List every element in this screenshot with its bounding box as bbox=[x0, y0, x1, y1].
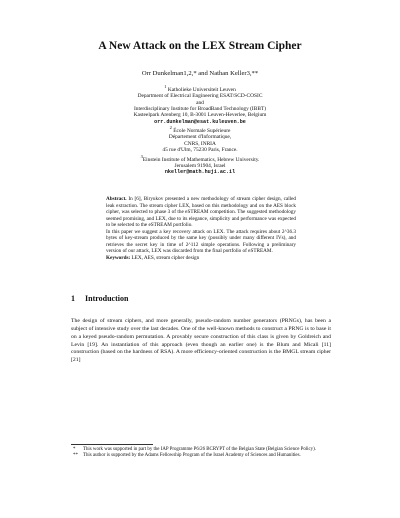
footnote-2: ** This author is supported by the Adams Fellowship Program of the Israel Academy of Sciences and Humanities. bbox=[73, 453, 301, 459]
affiliation-1-address: Kasteelpark Arenberg 10, B-3001 Leuven-Heverlee, Belgium bbox=[133, 112, 267, 119]
keywords bbox=[106, 255, 296, 262]
section-number: 1 bbox=[71, 294, 75, 303]
introduction-text bbox=[71, 318, 331, 365]
author-line: Orr Dunkelman1,2,* and Nathan Keller3,** bbox=[141, 70, 259, 77]
abstract bbox=[106, 196, 296, 261]
affiliation-2-mark: 2 bbox=[169, 125, 172, 131]
affiliation-3-email[interactable]: nkeller@math.huji.ac.il bbox=[164, 169, 236, 176]
keywords-text: LEX, AES, stream cipher design bbox=[131, 254, 200, 261]
affiliation-1-and: and bbox=[196, 99, 204, 106]
affiliation-3-institution: $^3$Einstein Institute of Mathematics, Hebrew University. bbox=[140, 153, 260, 163]
affiliation-3-mark: 3 bbox=[140, 153, 143, 159]
footnote-1: * This work was supported in part by the IAP Programme P6/26 BCRYPT of the Belgian State (Belgian Science Policy). bbox=[73, 447, 316, 452]
keywords-label: Keywords: bbox=[106, 254, 131, 261]
affiliation-1-department: Department of Electrical Engineering ESAT/SCD-COSIC bbox=[137, 93, 263, 100]
introduction-paragraph-1: The design of stream ciphers, and more generally, pseudo-random number generators (PRNGs), has been a subject of intensive study over the last decades. One of the well-known methods to construct a PRNG is to base it on a keyed pseudo-random permutation. A provably secure construction of this class is given by Goldreich and Levin [19]. An instantiation of this approach (even though an earlier one) is the Blum and Micali [11] construction (based on the hardness of RSA). A more efficiency-oriented construction is the BMGL stream cipher [21] bbox=[71, 318, 331, 364]
footnote-2-mark: ** bbox=[73, 453, 78, 459]
affiliation-2-institution: $^2$ École Normale Supérieure bbox=[169, 125, 231, 135]
affiliation-1-mark: 1 bbox=[164, 84, 167, 89]
affiliation-1-institution: $^1$ Katholieke Universiteit Leuven bbox=[164, 84, 236, 93]
affiliation-2-cnrs: CNRS, INRIA bbox=[184, 140, 216, 147]
abstract-paragraph-1: Abstract. In [6], Biryukov presented a new methodology of stream cipher design, called leak extraction. The stream cipher LEX, based on this methodology and on the AES block cipher, was selected to phase 3 of the eSTREAM competition. The suggested methodology seemed promising, and LEX, due to its elegance, simplicity and performance was expected to be selected to the eSTREAM portfolio. bbox=[106, 196, 297, 228]
footnotes bbox=[71, 447, 329, 459]
affiliation-2-address: 45 rue d'Ulm, 75230 Paris, France. bbox=[162, 147, 238, 154]
affiliation-3-address: Jerusalem 91904, Israel bbox=[174, 162, 226, 169]
affiliation-1-institute: Interdisciplinary Institute for BroadBand Technology (IBBT) bbox=[133, 106, 266, 113]
abstract-heading: Abstract. bbox=[106, 196, 127, 202]
affiliation-2-department: Département d'Informatique, bbox=[168, 134, 232, 141]
footnote-rule bbox=[71, 444, 153, 445]
section-title: Introduction bbox=[85, 294, 129, 303]
section-heading bbox=[71, 294, 128, 303]
affiliation-1-email[interactable]: orr.dunkelman@esat.kuleuven.be bbox=[154, 118, 246, 125]
footnote-1-mark: * bbox=[73, 447, 76, 452]
abstract-paragraph-2: In this paper we suggest a key recovery attack on LEX. The attack requires about 2^36.3 bytes of key-stream produced by the same key (possibly under many different IVs), and retrieves the secret key in time of 2^112 simple operations. Following a preliminary version of our attack, LEX was discarded from the final portfolio of eSTREAM. bbox=[106, 228, 296, 254]
paper-title: A New Attack on the LEX Stream Cipher bbox=[98, 40, 302, 52]
affiliations bbox=[0, 84, 400, 176]
